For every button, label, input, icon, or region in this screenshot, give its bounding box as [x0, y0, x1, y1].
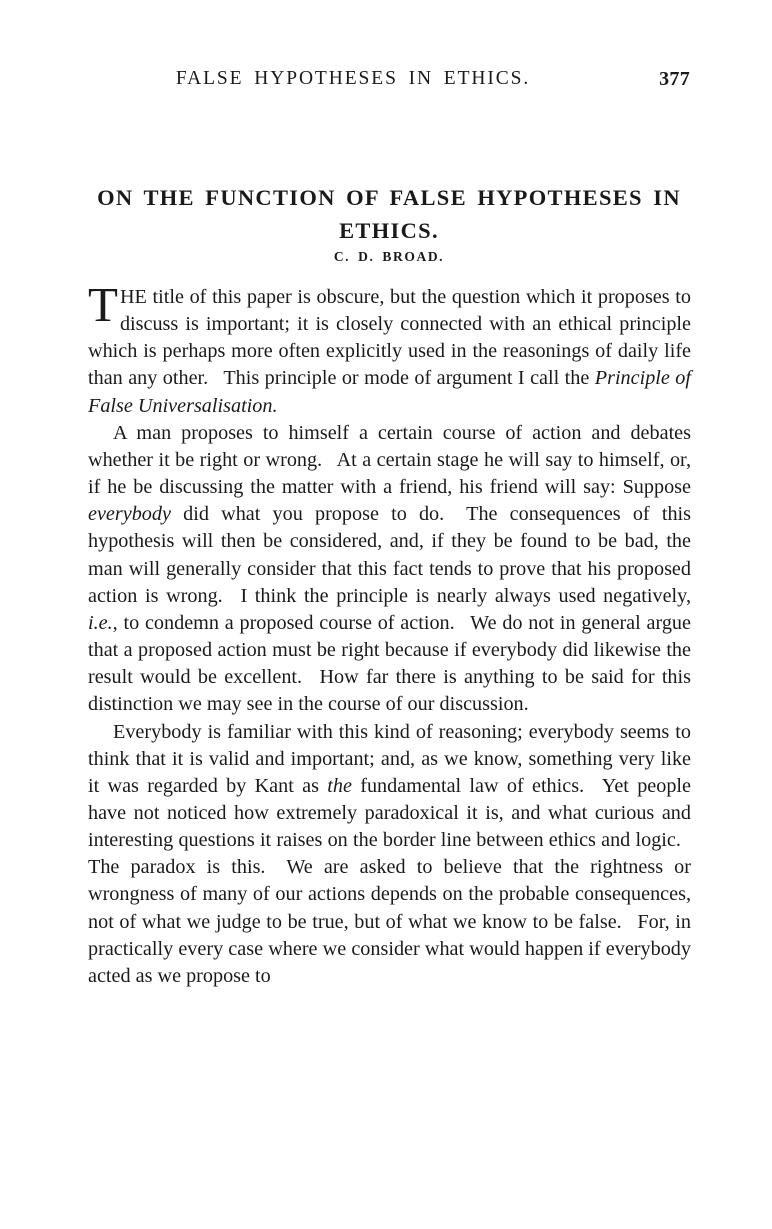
body-run: , to condemn a proposed course of action. We do not in general argue that a proposed action must be right because if everybody did likewise the result would be excellent. How far there is anything to be said for this distinction we may see in the course of our discussion. — [88, 611, 691, 716]
body-run: HE title of this paper is obscure, but the question which it proposes to discuss is important; it is closely connected with an ethical principle which is perhaps more often explicitly used in the reasonings of daily life than any other. This principle or mode of argument I call the — [88, 286, 691, 390]
drop-cap: T — [88, 277, 118, 332]
emphasis-text: i.e. — [88, 611, 113, 634]
author-byline: C. D. BROAD. — [333, 249, 445, 264]
paragraph — [88, 277, 692, 420]
body-run: Everybody is familiar with this kind of reasoning; everybody seems to think that it is valid and important; and, as we know, something very like it was regarded by Kant as — [88, 720, 691, 797]
article-title: ON THE FUNCTION OF FALSE HYPOTHESES IN ETHICS. — [97, 185, 681, 244]
emphasis-text: the — [327, 774, 352, 797]
body-run: A man proposes to himself a certain course of action and debates whether it be right or wrong. At a certain stage he will say to himself, or, if he be discussing the matter with a friend, his friend will say: Suppose — [88, 421, 691, 499]
body-text — [88, 277, 692, 990]
emphasis-text: Principle of False Universalisation. — [88, 367, 692, 417]
page-number: 377 — [659, 68, 690, 90]
paragraph — [88, 420, 691, 719]
running-head-title: FALSE HYPOTHESES IN ETHICS. — [175, 68, 531, 89]
emphasis-text: everybody — [88, 503, 171, 526]
paragraph — [88, 719, 691, 991]
body-run: did what you propose to do. The consequences of this hypothesis will then be considered, and, if they be found to be bad, the man will generally consider that this fact tends to prove that his proposed action is wrong. I think the principle is nearly always used negatively, — [88, 503, 691, 607]
body-run: fundamental law of ethics. Yet people have not noticed how extremely paradoxical it is, and what curious and interesting questions it raises on the border line between ethics and logic. The paradox is this. We are asked to believe that the rightness or wrongness of many of our actions depends on the probable consequences, not of what we judge to be true, but of what we know to be false. For, in practically every case where we consider what would happen if everybody acted as we propose to — [88, 774, 692, 987]
running-head — [88, 68, 690, 94]
